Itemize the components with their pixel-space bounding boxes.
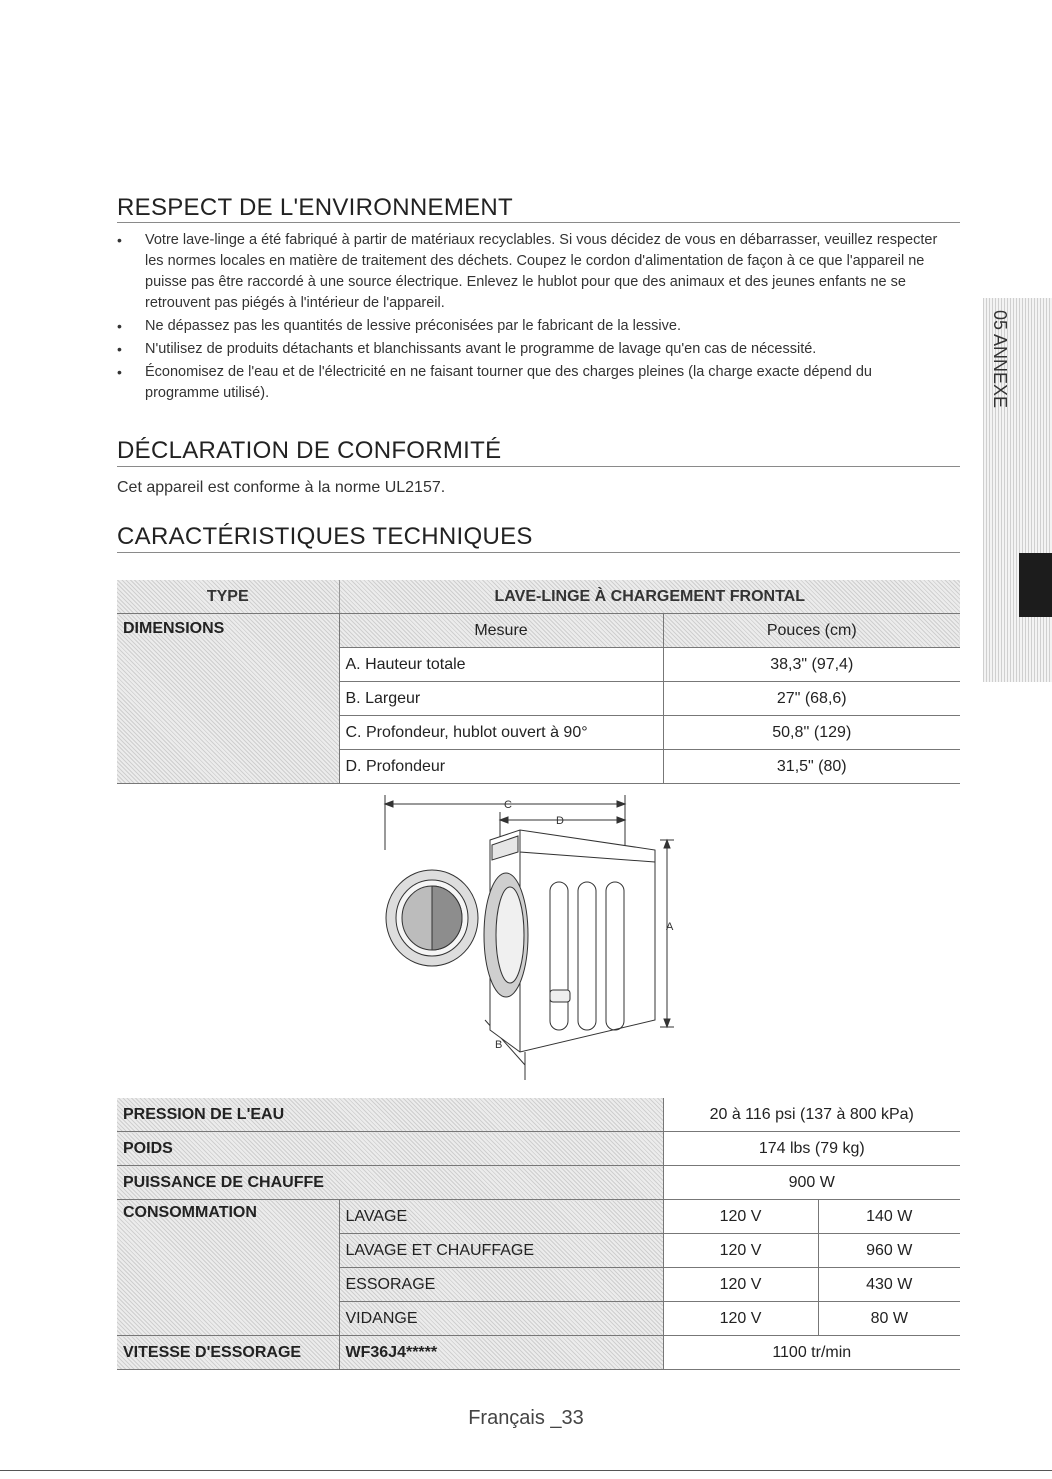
dimension-name: A. Hauteur totale	[339, 648, 663, 682]
list-item: • N'utilisez de produits détachants et blanchissants avant le programme de lavage qu'en cas de nécessité.	[117, 339, 947, 360]
spin-speed-label: VITESSE D'ESSORAGE	[117, 1336, 339, 1370]
dimensions-table	[117, 580, 960, 784]
consumption-power: 960 W	[818, 1234, 960, 1268]
spin-speed-model: WF36J4*****	[339, 1336, 663, 1370]
table-row	[117, 614, 960, 648]
bottom-rule	[0, 1470, 1052, 1471]
consumption-voltage: 120 V	[663, 1200, 818, 1234]
table-row	[117, 1098, 960, 1132]
title-rule	[117, 466, 960, 467]
list-item: • Ne dépassez pas les quantités de lessive préconisées par le fabricant de la lessive.	[117, 316, 947, 337]
consumption-power: 80 W	[818, 1302, 960, 1336]
conformity-title: DÉCLARATION DE CONFORMITÉ	[117, 437, 502, 464]
consumption-power: 430 W	[818, 1268, 960, 1302]
consumption-power: 140 W	[818, 1200, 960, 1234]
chapter-marker	[1019, 553, 1052, 617]
water-pressure-value: 20 à 116 psi (137 à 800 kPa)	[663, 1098, 960, 1132]
consumption-voltage: 120 V	[663, 1234, 818, 1268]
consumption-label: CONSOMMATION	[117, 1200, 339, 1336]
page-footer: Français _33	[468, 1407, 584, 1429]
label-c: C	[504, 799, 512, 811]
consumption-mode: LAVAGE ET CHAUFFAGE	[339, 1234, 663, 1268]
consumption-mode: VIDANGE	[339, 1302, 663, 1336]
water-pressure-label: PRESSION DE L'EAU	[117, 1098, 663, 1132]
dimension-name: D. Profondeur	[339, 750, 663, 784]
consumption-mode: ESSORAGE	[339, 1268, 663, 1302]
heater-value: 900 W	[663, 1166, 960, 1200]
table-row	[117, 1200, 960, 1234]
label-b: B	[495, 1039, 503, 1051]
title-rule	[117, 552, 960, 553]
environment-list	[117, 230, 947, 406]
dimensions-label: DIMENSIONS	[117, 614, 339, 784]
label-d: D	[556, 815, 564, 827]
chapter-label: 05 ANNEXE	[990, 310, 1010, 409]
weight-label: POIDS	[117, 1132, 663, 1166]
dimension-name: B. Largeur	[339, 682, 663, 716]
table-row	[117, 1166, 960, 1200]
table-row	[117, 1336, 960, 1370]
specs-title: CARACTÉRISTIQUES TECHNIQUES	[117, 523, 533, 550]
type-value-header: LAVE-LINGE À CHARGEMENT FRONTAL	[339, 580, 960, 614]
washer-dimension-diagram	[370, 790, 700, 1090]
units-col-header: Pouces (cm)	[663, 614, 960, 648]
consumption-voltage: 120 V	[663, 1268, 818, 1302]
list-item: • Économisez de l'eau et de l'électricité en ne faisant tourner que des charges pleines (la charge exacte dépend du programme utilisé).	[117, 362, 947, 404]
weight-value: 174 lbs (79 kg)	[663, 1132, 960, 1166]
dimension-value: 38,3" (97,4)	[663, 648, 960, 682]
dimension-name: C. Profondeur, hublot ouvert à 90°	[339, 716, 663, 750]
consumption-mode: LAVAGE	[339, 1200, 663, 1234]
label-a: A	[666, 921, 674, 933]
table-row	[117, 1132, 960, 1166]
spin-speed-value: 1100 tr/min	[663, 1336, 960, 1370]
dimension-value: 50,8'' (129)	[663, 716, 960, 750]
measure-col-header: Mesure	[339, 614, 663, 648]
type-header: TYPE	[117, 580, 339, 614]
conformity-text: Cet appareil est conforme à la norme UL2157.	[117, 479, 446, 496]
environment-title: RESPECT DE L'ENVIRONNEMENT	[117, 194, 514, 221]
heater-label: PUISSANCE DE CHAUFFE	[117, 1166, 663, 1200]
consumption-voltage: 120 V	[663, 1302, 818, 1336]
electrical-table	[117, 1098, 960, 1370]
dimension-value: 31,5" (80)	[663, 750, 960, 784]
dimension-value: 27" (68,6)	[663, 682, 960, 716]
chapter-side-tab	[983, 298, 1052, 682]
list-item: • Votre lave-linge a été fabriqué à partir de matériaux recyclables. Si vous décidez de vous en débarrasser, veuillez respecter les normes locales en matière de traitement des déchets. Coupez le cordon d'alimentation de façon à ce que l'appareil ne puisse pas être raccordé à une source électrique. Enlevez le hublot pour que des animaux et des jeunes enfants ne se retrouvent pas piégés à l'intérieur de l'appareil.	[117, 230, 947, 314]
title-rule	[117, 222, 960, 223]
table-header-row	[117, 580, 960, 614]
